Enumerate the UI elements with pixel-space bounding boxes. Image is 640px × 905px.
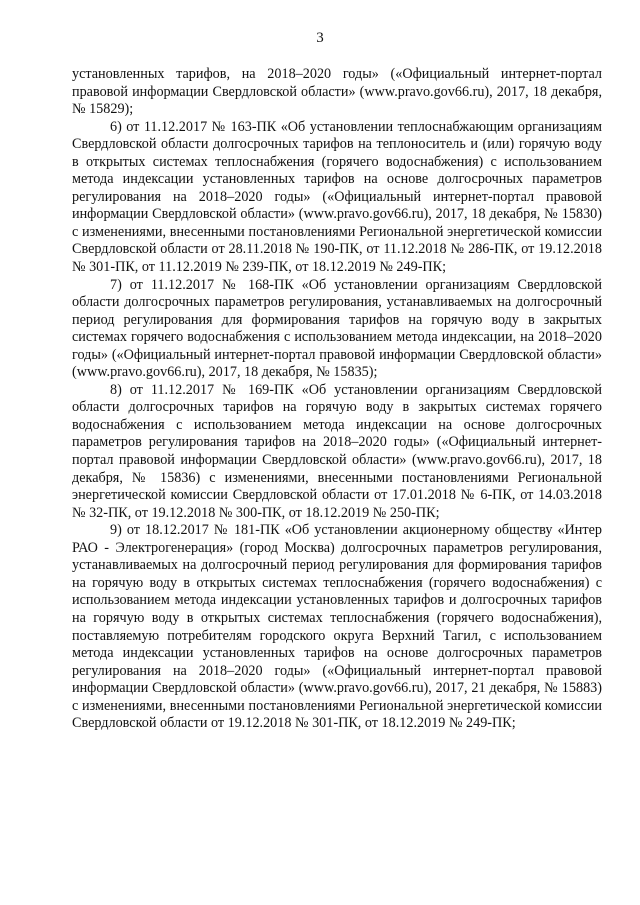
paragraph-item-9: 9) от 18.12.2017 № 181-ПК «Об установлении акционерному обществу «Интер РАО - Электрогенерация» (город Москва) долгосрочных параметров регулирования, устанавливаемых на долгосрочный период регулирования для формирования тарифов на горячую воду в открытых системах теплоснабжения (горячего водоснабжения) с использованием метода индексации установленных тарифов и долгосрочных тарифов на горячую воду в открытых системах теплоснабжения (горячего водоснабжения), поставляемую потребителям городского округа Верхний Тагил, с использованием метода индексации установленных тарифов на основе долгосрочных параметров регулирования на 2018–2020 годы» («Официальный интернет-портал правовой информации Свердловской области» (www.pravo.gov66.ru), 2017, 21 декабря, № 15883) с изменениями, внесенными постановлениями Региональной энергетической комиссии Свердловской области от 19.12.2018 № 301-ПК, от 18.12.2019 № 249-ПК;	[72, 522, 602, 732]
page-number: 3	[316, 30, 324, 46]
paragraph-item-7: 7) от 11.12.2017 № 168-ПК «Об установлении организациям Свердловской области долгосрочных параметров регулирования, устанавливаемых на долгосрочный период регулирования для формирования тарифов на горячую воду в закрытых системах горячего водоснабжения с использованием метода индексации, на 2018–2020 годы» («Официальный интернет-портал правовой информации Свердловской области» (www.pravo.gov66.ru), 2017, 18 декабря, № 15835);	[72, 276, 602, 381]
paragraph-continuation: установленных тарифов, на 2018–2020 годы» («Официальный интернет-портал правовой информации Свердловской области» (www.pravo.gov66.ru), 2017, 18 декабря, № 15829);	[72, 66, 602, 118]
paragraph-item-8: 8) от 11.12.2017 № 169-ПК «Об установлении организациям Свердловской области долгосрочных тарифов на горячую воду в закрытых системах горячего водоснабжения с использованием метода индексации на основе долгосрочных параметров регулирования тарифов на 2018–2020 годы» («Официальный интернет-портал правовой информации Свердловской области» (www.pravo.gov66.ru), 2017, 18 декабря, № 15836) с изменениями, внесенными постановлениями Региональной энергетической комиссии Свердловской области от 17.01.2018 № 6-ПК, от 14.03.2018 № 32-ПК, от 19.12.2018 № 300-ПК, от 18.12.2019 № 250-ПК;	[72, 381, 602, 521]
document-body	[72, 66, 602, 733]
paragraph-item-6: 6) от 11.12.2017 № 163-ПК «Об установлении теплоснабжающим организациям Свердловской области долгосрочных тарифов на теплоноситель и (или) горячую воду в открытых системах теплоснабжения (горячего водоснабжения) с использованием метода индексации установленных тарифов на основе долгосрочных параметров регулирования на 2018–2020 годы» («Официальный интернет-портал правовой информации Свердловской области» (www.pravo.gov66.ru), 2017, 18 декабря, № 15830) с изменениями, внесенными постановлениями Региональной энергетической комиссии Свердловской области от 28.11.2018 № 190-ПК, от 11.12.2018 № 286-ПК, от 19.12.2018 № 301-ПК, от 11.12.2019 № 239-ПК, от 18.12.2019 № 249-ПК;	[72, 118, 602, 276]
